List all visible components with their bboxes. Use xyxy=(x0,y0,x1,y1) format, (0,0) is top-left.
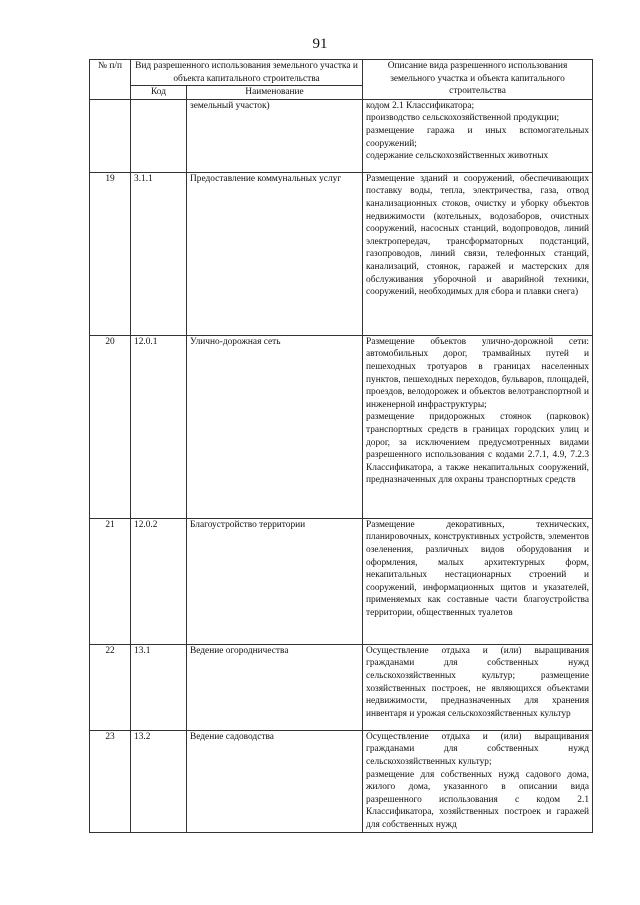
page-number: 91 xyxy=(312,36,328,52)
row-code: 12.0.2 xyxy=(131,518,187,644)
row-number: 21 xyxy=(90,518,131,644)
row-description xyxy=(363,518,593,644)
table-row xyxy=(90,172,593,335)
row-number: 22 xyxy=(90,644,131,730)
row-description xyxy=(363,644,593,730)
table-row xyxy=(90,644,593,730)
header-name-cell: Наименование xyxy=(187,86,363,100)
header-number-cell: № п/п xyxy=(90,60,131,100)
row-number: 20 xyxy=(90,335,131,518)
row-code: 3.1.1 xyxy=(131,172,187,335)
description-paragraph: размещение гаража и иных вспомогательных сооружений; xyxy=(366,125,590,149)
description-paragraph: содержание сельскохозяйственных животных xyxy=(366,151,549,162)
land-use-table xyxy=(89,59,593,833)
table-row xyxy=(90,99,593,172)
row-code: 13.2 xyxy=(131,730,187,832)
row-code: 13.1 xyxy=(131,644,187,730)
description-paragraph: размещение для собственных нужд садового дома, жилого дома, указанного в описании вида разрешенного использования с кодом 2.1 Классификатора, хозяйственных построек и гаражей для собственных нужд xyxy=(366,769,590,830)
row-name: Ведение садоводства xyxy=(187,730,363,832)
table-header-row-1 xyxy=(90,60,593,86)
row-name: Ведение огородничества xyxy=(187,644,363,730)
description-paragraph: Осуществление отдыха и (или) выращивания гражданами для собственных нужд сельскохозяйственных культур; xyxy=(366,731,590,767)
description-paragraph: Размещение декоративных, технических, планировочных, конструктивных устройств, элементов озеленения, различных видов оборудования и оформления, малых архитектурных форм, некапитальных нестационарных строений и сооружений, информационных щитов и указателей, применяемых как составные части благоустройства территории, общественных туалетов xyxy=(366,519,590,618)
row-number xyxy=(90,99,131,172)
row-description xyxy=(363,730,593,832)
row-number: 23 xyxy=(90,730,131,832)
table-row xyxy=(90,335,593,518)
table-row xyxy=(90,518,593,644)
row-description xyxy=(363,172,593,335)
description-paragraph: кодом 2.1 Классификатора; xyxy=(366,100,475,111)
row-name: земельный участок) xyxy=(187,99,363,172)
header-code-cell: Код xyxy=(131,86,187,100)
row-number: 19 xyxy=(90,172,131,335)
row-name: Предоставление коммунальных услуг xyxy=(187,172,363,335)
description-paragraph: размещение придорожных стоянок (парковок) транспортных средств в границах городских улиц и дорог, за исключением предусмотренных видами разрешенного использования с кодами 2.7.1, 4.9, 7.2.3 Классификатора, а также некапитальных сооружений, предназначенных для охраны транспортных средств xyxy=(366,412,590,486)
row-description xyxy=(363,99,593,172)
header-description-cell: Описание вида разрешенного использования земельного участка и объекта капитального строительства xyxy=(363,60,593,100)
table-row xyxy=(90,730,593,832)
description-paragraph: Осуществление отдыха и (или) выращивания гражданами для собственных нужд сельскохозяйственных культур; размещение хозяйственных построек, не являющихся объектами недвижимости, предназначенных для хранения инвентаря и урожая сельскохозяйственных культур xyxy=(366,645,590,719)
row-code xyxy=(131,99,187,172)
row-code: 12.0.1 xyxy=(131,335,187,518)
row-name: Улично-дорожная сеть xyxy=(187,335,363,518)
row-description xyxy=(363,335,593,518)
row-name: Благоустройство территории xyxy=(187,518,363,644)
description-paragraph: Размещение зданий и сооружений, обеспечивающих поставку воды, тепла, электричества, газа, отвод канализационных стоков, очистку и уборку объектов недвижимости (котельных, водозаборов, очистных сооружений, насосных станций, водопроводов, линий электропередач, трансформаторных подстанций, газопроводов, линий связи, телефонных станций, канализаций, стоянок, гаражей и мастерских для обслуживания уборочной и аварийной техники, сооружений, необходимых для сбора и плавки снега) xyxy=(366,173,590,298)
header-use-type-cell: Вид разрешенного использования земельного участка и объекта капитального строительства xyxy=(131,60,363,86)
description-paragraph: Размещение объектов улично-дорожной сети: автомобильных дорог, трамвайных путей и пешеходных тротуаров в границах населенных пунктов, пешеходных переходов, бульваров, площадей, проездов, велодорожек и объектов велотранспортной и инженерной инфраструктуры; xyxy=(366,336,590,410)
description-paragraph: производство сельскохозяйственной продукции; xyxy=(366,113,560,124)
